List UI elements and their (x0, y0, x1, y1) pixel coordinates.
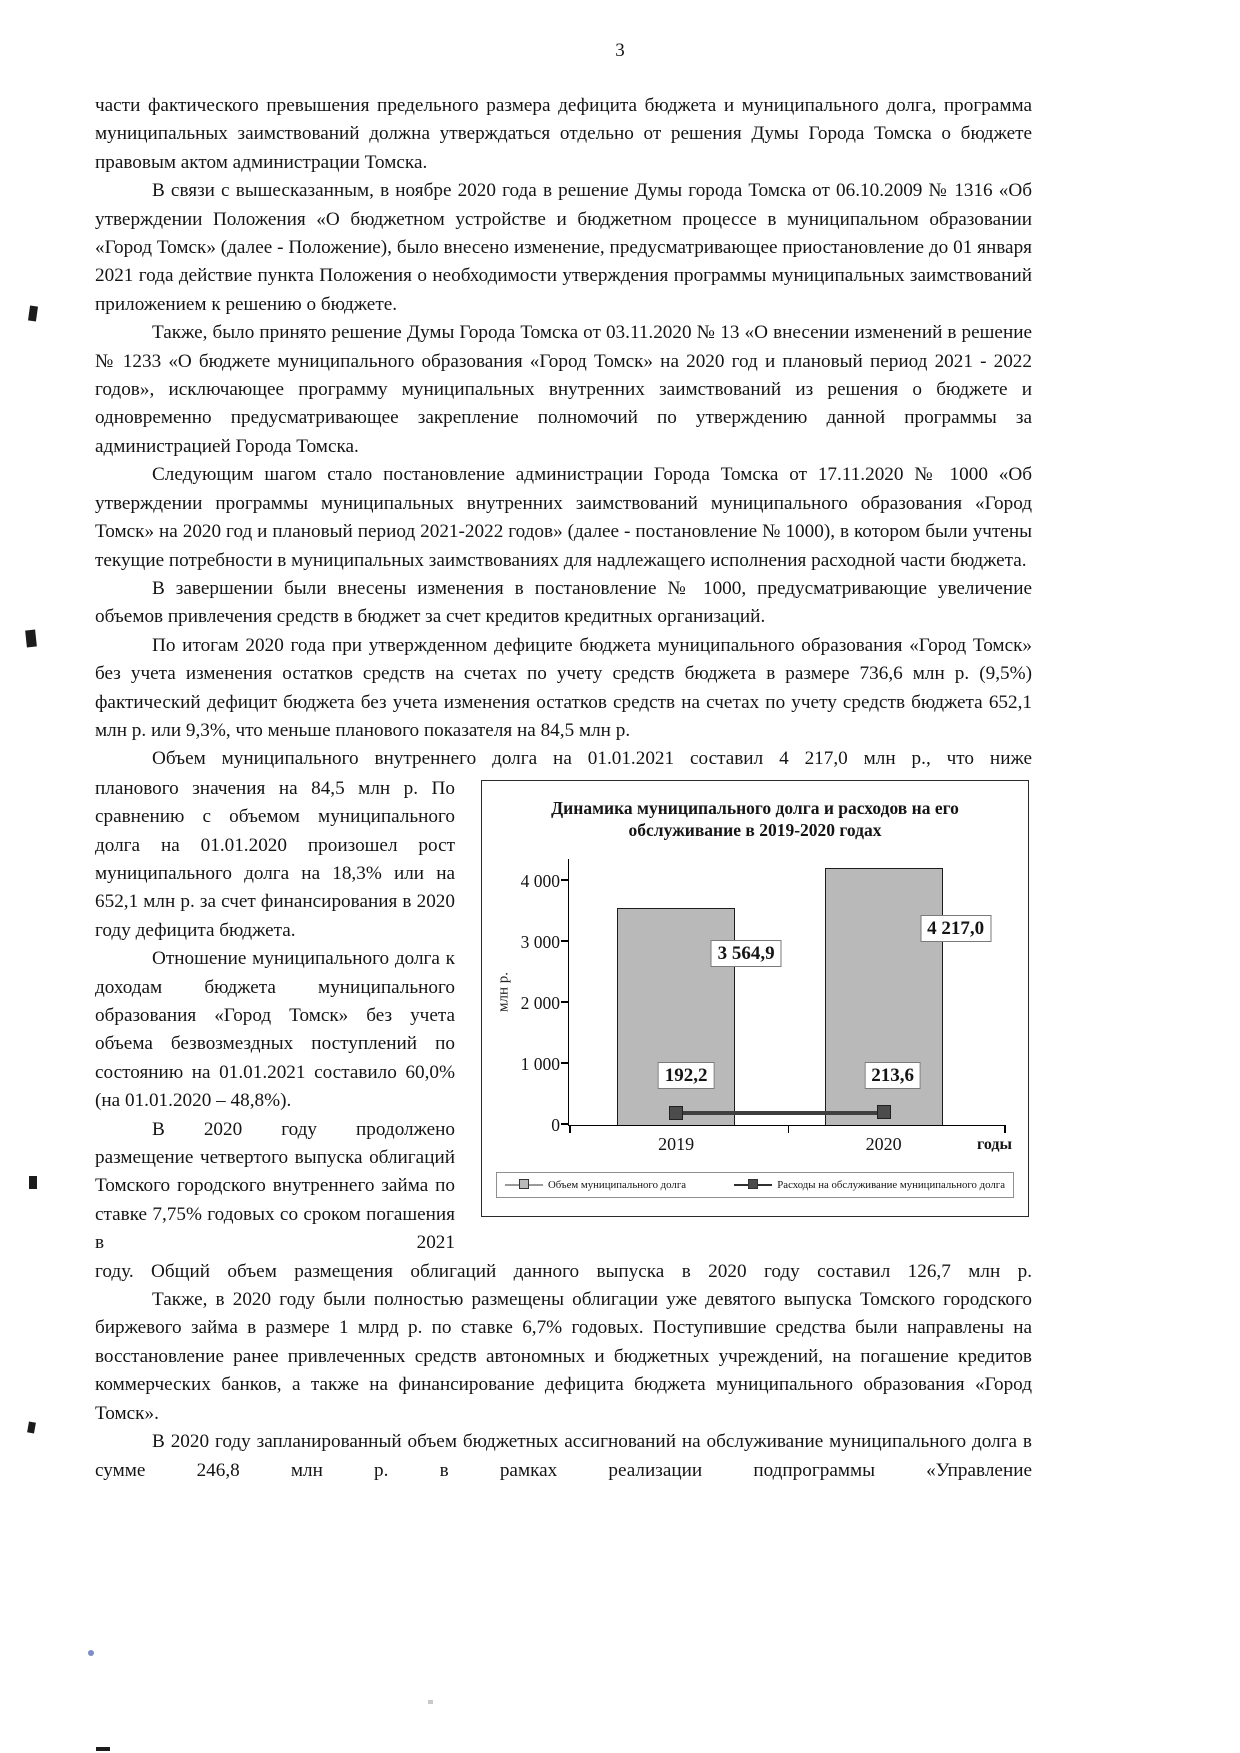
legend-label: Расходы на обслуживание муниципального долга (777, 1178, 1005, 1191)
paragraph: планового значения на 84,5 млн р. По сравнению с объемом муниципального долга на 01.01.2020 произошел рост муниципального долга на 18,3% или на 652,1 млн р. за счет финансирования в 2020 году дефицита бюджета. (95, 777, 455, 941)
y-tick-mark (561, 940, 569, 942)
scan-artifact (428, 1700, 433, 1704)
x-tick-mark (1004, 1125, 1006, 1133)
paragraph: Также, в 2020 году были полностью размещены облигации уже девятого выпуска Томского городского биржевого займа в размере 1 млрд р. по ставке 6,7% годовых. Поступившие средства были направлены на восстановление ранее привлеченных средств автономных и бюджетных учреждений, на погашение кредитов коммерческих банков, а также на финансирование дефицита бюджета муниципального образования «Город Томск». (95, 1289, 1032, 1424)
scan-artifact (29, 1176, 37, 1189)
x-tick-mark (569, 1125, 571, 1133)
legend-label: Объем муниципального долга (548, 1178, 687, 1191)
paragraph: Отношение муниципального долга к доходам бюджета муниципального образования «Город Томск» без учета объема безвозмездных поступлений по состоянию на 01.01.2021 составило 60,0% (на 01.01.2020 – 48,8%). (95, 948, 455, 1112)
y-tick-mark (561, 1062, 569, 1064)
y-tick-label: 3 000 (520, 931, 560, 952)
scan-artifact (28, 306, 38, 322)
y-axis-label (494, 859, 514, 1126)
expense-marker-2019 (669, 1106, 683, 1120)
bar-series-legend-icon (505, 1179, 543, 1190)
data-label: 213,6 (864, 1062, 921, 1089)
chart-legend (496, 1172, 1014, 1198)
expense-line (676, 1111, 884, 1115)
page-number: 3 (615, 40, 625, 61)
paragraph: части фактического превышения предельного размера дефицита бюджета и муниципального долга, программа муниципальных заимствований должна утверждаться отдельно от решения Думы Города Томска о бюджете правовым актом администрации Томска. (95, 95, 1032, 173)
paragraph: По итогам 2020 года при утвержденном дефиците бюджета муниципального образования «Город Томск» без учета изменения остатков средств на счетах по учету средств бюджета в размере 736,6 млн р. (9,5%) фактический дефицит бюджета без учета изменения остатков средств на счетах по учету средств бюджета 652,1 млн р. или 9,3%, что меньше планового показателя на 84,5 млн р. (95, 634, 1032, 741)
scan-artifact (25, 630, 37, 648)
x-tick-mark (788, 1125, 790, 1133)
y-tick-mark (561, 879, 569, 881)
x-axis-label: годы (977, 1135, 1012, 1153)
y-tick-mark (561, 1001, 569, 1003)
x-category-label: 2019 (658, 1133, 695, 1154)
debt-dynamics-chart (481, 780, 1029, 1217)
paragraph: В 2020 году запланированный объем бюджетных ассигнований на обслуживание муниципального долга в сумме 246,8 млн р. в рамках реализации подпрограммы «Управление (95, 1431, 1032, 1481)
y-axis-label-text: млн р. (495, 972, 512, 1013)
paragraph: В 2020 году продолжено размещение четвертого выпуска облигаций Томского городского внутреннего займа по ставке 7,75% годовых со сроком погашения в 2021 (95, 1118, 455, 1254)
y-axis-ticks (514, 859, 568, 1135)
expense-marker-2020 (877, 1105, 891, 1119)
y-tick-label: 2 000 (520, 992, 560, 1013)
paragraph: В завершении были внесены изменения в постановление № 1000, предусматривающие увеличение объемов привлечения средств в бюджет за счет кредитов кредитных организаций. (95, 577, 1032, 628)
scan-artifact (96, 1747, 110, 1751)
paragraph: году. Общий объем размещения облигаций данного выпуска в 2020 году составил 126,7 млн р. (95, 1260, 1032, 1282)
legend-item (505, 1179, 686, 1191)
x-category-label: 2020 (865, 1133, 902, 1154)
paragraph: В связи с вышесказанным, в ноябре 2020 года в решение Думы города Томска от 06.10.2009 № 1316 «Об утверждении Положения «О бюджетном устройстве и бюджетном процессе в муниципальном образовании «Город Томск» (далее - Положение), было внесено изменение, предусматривающее приостановление до 01 января 2021 года действие пункта Положения о необходимости утверждения программы муниципальных заимствований приложением к решению о бюджете. (95, 180, 1032, 315)
y-tick-label: 0 (551, 1114, 560, 1135)
y-tick-label: 4 000 (520, 870, 560, 891)
legend-marker-square (748, 1179, 758, 1189)
chart-plot-area (568, 859, 1012, 1154)
paragraph: Также, было принято решение Думы Города Томска от 03.11.2020 № 13 «О внесении изменений в решение № 1233 «О бюджете муниципального образования «Город Томск» на 2020 год и плановый период 2021 - 2022 годов», исключающее программу муниципальных внутренних заимствований из решения о бюджете и одновременно предусматривающее закрепление полномочий по утверждению данной программы за администрацией Города Томска. (95, 322, 1032, 457)
data-label: 4 217,0 (920, 915, 991, 942)
chart-title: Динамика муниципального долга и расходов на его обслуживание в 2019-2020 годах (551, 797, 959, 840)
chart-plot-row (494, 859, 1016, 1154)
legend-marker-square (519, 1179, 529, 1189)
text-chart-row (95, 775, 1032, 1258)
data-label: 192,2 (658, 1062, 715, 1089)
legend-item (734, 1179, 1005, 1191)
data-label: 3 564,9 (711, 940, 782, 967)
chart-column (481, 775, 1032, 1258)
y-tick-label: 1 000 (520, 1053, 560, 1074)
y-tick-mark (561, 1123, 569, 1125)
scan-artifact (88, 1650, 94, 1656)
scan-artifact (27, 1421, 36, 1433)
line-series-legend-icon (734, 1179, 772, 1190)
left-text-column (95, 775, 455, 1258)
paragraph: Следующим шагом стало постановление администрации Города Томска от 17.11.2020 № 1000 «Об утверждении программы муниципальных внутренних заимствований муниципального образования «Город Томск» на 2020 год и плановый период 2021-2022 годов» (далее - постановление № 1000), в котором были учтены текущие потребности в муниципальных заимствованиях для надлежащего исполнения расходной части бюджета. (95, 464, 1032, 571)
page-content (95, 92, 1032, 1485)
paragraph: Объем муниципального внутреннего долга на 01.01.2021 составил 4 217,0 млн р., что ниже (152, 748, 1032, 770)
